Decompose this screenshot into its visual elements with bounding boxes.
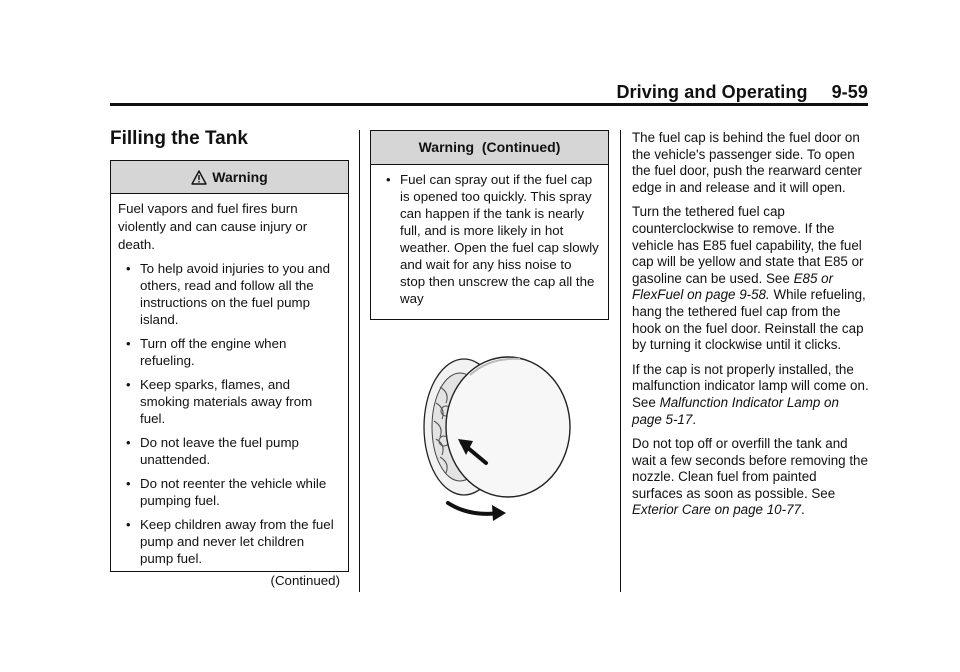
paragraph-punctuation: . [692,411,697,427]
paragraph-fuel-cap [632,204,870,353]
paragraph-text: Do not top off or overfill the tank and wait a few seconds before removing the nozzle. Clean fuel from painted surfaces as soon as possible. See [632,436,868,501]
cross-reference-link[interactable]: Malfunction Indicator Lamp on page 5-17 [632,394,839,427]
header-rule [110,103,868,106]
body-text-column [632,130,870,527]
fuel-cap-illustration [400,345,600,545]
paragraph-punctuation: . [800,502,805,518]
paragraph-text: If the cap is not properly installed, the malfunction indicator lamp will come on. See [632,361,869,410]
warning-box [110,160,349,588]
warning-continued-list [378,171,600,307]
cross-reference-link[interactable]: E85 or FlexFuel on page 9-58. [632,270,834,303]
warning-header [111,161,348,194]
warning-title: Warning [212,169,268,185]
cross-reference-link[interactable]: Exterior Care on page 10-77 [632,502,801,518]
paragraph-fuel-door: The fuel cap is behind the fuel door on the vehicle's passenger side. To open the fuel door, push the rearward center edge in and release and it will open. [632,130,863,195]
section-title: Filling the Tank [110,128,248,149]
running-head [616,82,868,103]
warning-item: • Do not leave the fuel pump unattended. [126,434,340,468]
column-divider-1 [359,130,360,592]
paragraph-text: While refueling, hang the tethered fuel cap from the hook on the fuel door. Reinstall the cap by turning it clockwise until it clicks. [632,287,866,353]
warning-item: • Fuel can spray out if the fuel cap is opened too quickly. This spray can happen if the tank is nearly full, and is more likely in hot weather. Open the fuel cap slowly and wait for any hiss noise to stop then unscrew the cap all the way [386,171,600,307]
warning-continued-box [370,130,609,320]
warning-body [111,194,348,589]
paragraph-malfunction-lamp [632,362,870,428]
continued-note: (Continued) [270,573,340,588]
warning-item: • To help avoid injuries to you and others, read and follow all the instructions on the fuel pump island. [126,260,340,328]
warning-list [118,260,340,567]
warning-triangle-icon [191,164,207,196]
warning-item: • Do not reenter the vehicle while pumping fuel. [126,475,340,509]
warning-lead: Fuel vapors and fuel fires burn violently and can cause injury or death. [118,201,308,252]
warning-continued-body [371,165,608,307]
warning-continued-header: Warning (Continued) [371,131,608,165]
column-divider-2 [620,130,621,592]
warning-item: • Keep children away from the fuel pump and never let children pump fuel. [126,516,340,567]
warning-item: • Turn off the engine when refueling. [126,335,340,369]
warning-item: • Keep sparks, flames, and smoking materials away from fuel. [126,376,340,427]
paragraph-overfill [632,436,870,519]
paragraph-text: Turn the tethered fuel cap counterclockwise to remove. If the vehicle has E85 fuel capability, the fuel cap will be yellow and state that E85 or gasoline can be used. See [632,204,864,286]
page-number: 9-59 [831,82,868,102]
chapter-title: Driving and Operating [616,82,808,102]
